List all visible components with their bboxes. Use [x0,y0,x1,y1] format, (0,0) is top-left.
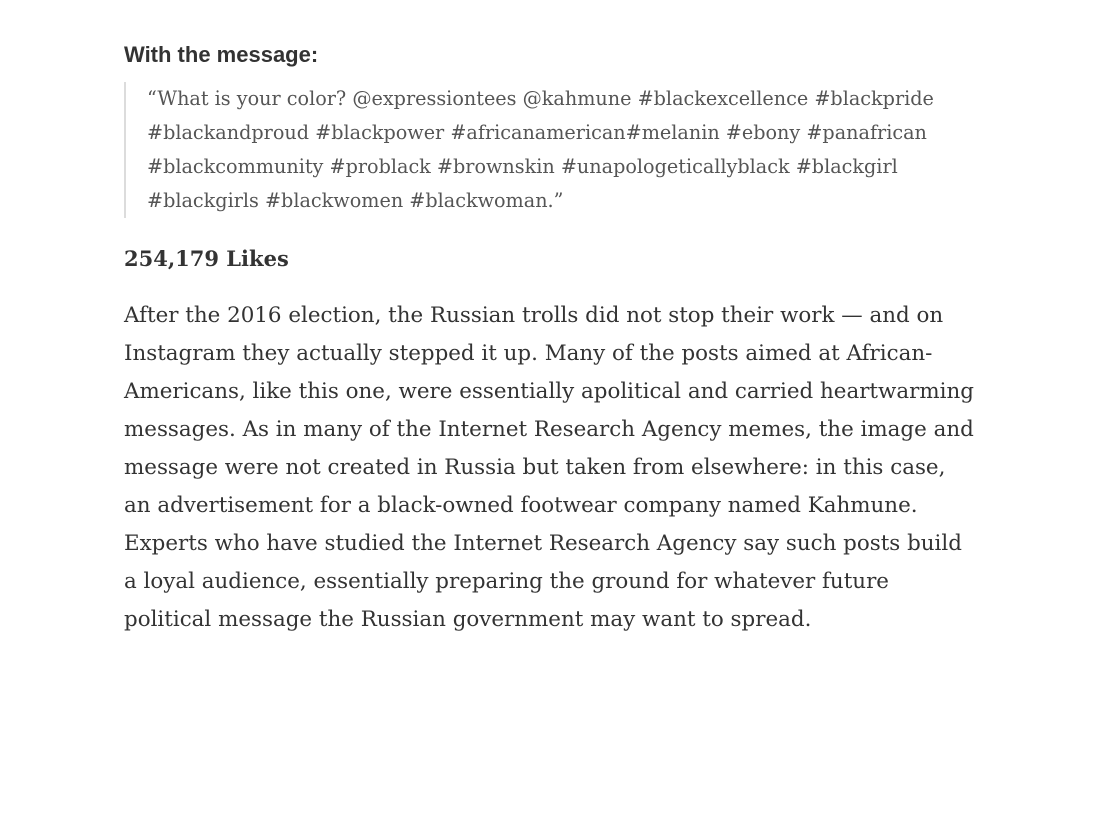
article-paragraph: After the 2016 election, the Russian trolls did not stop their work — and on Instagram they actually stepped it up. Many of the posts aimed at African-Americans, like this one, were essentially apolitical and carried heartwarming messages. As in many of the Internet Research Agency memes, the image and message were not created in Russia but taken from elsewhere: in this case, an advertisement for a black-owned footwear company named Kahmune. Experts who have studied the Internet Research Agency say such posts build a loyal audience, essentially preparing the ground for whatever future political message the Russian government may want to spread. [124,303,974,633]
likes-count: 254,179 Likes [124,246,289,272]
instagram-caption-quote: “What is your color? @expressiontees @kahmune #blackexcellence #blackpride #blackandproud #blackpower #africanamerican#melanin #ebony #panafrican #blackcommunity #problack #brownskin #unapologeticallyblack #blackgirl #blackgirls #blackwomen #blackwoman.” [124,82,984,218]
article-content [124,38,984,639]
section-heading: With the message: [124,42,319,67]
